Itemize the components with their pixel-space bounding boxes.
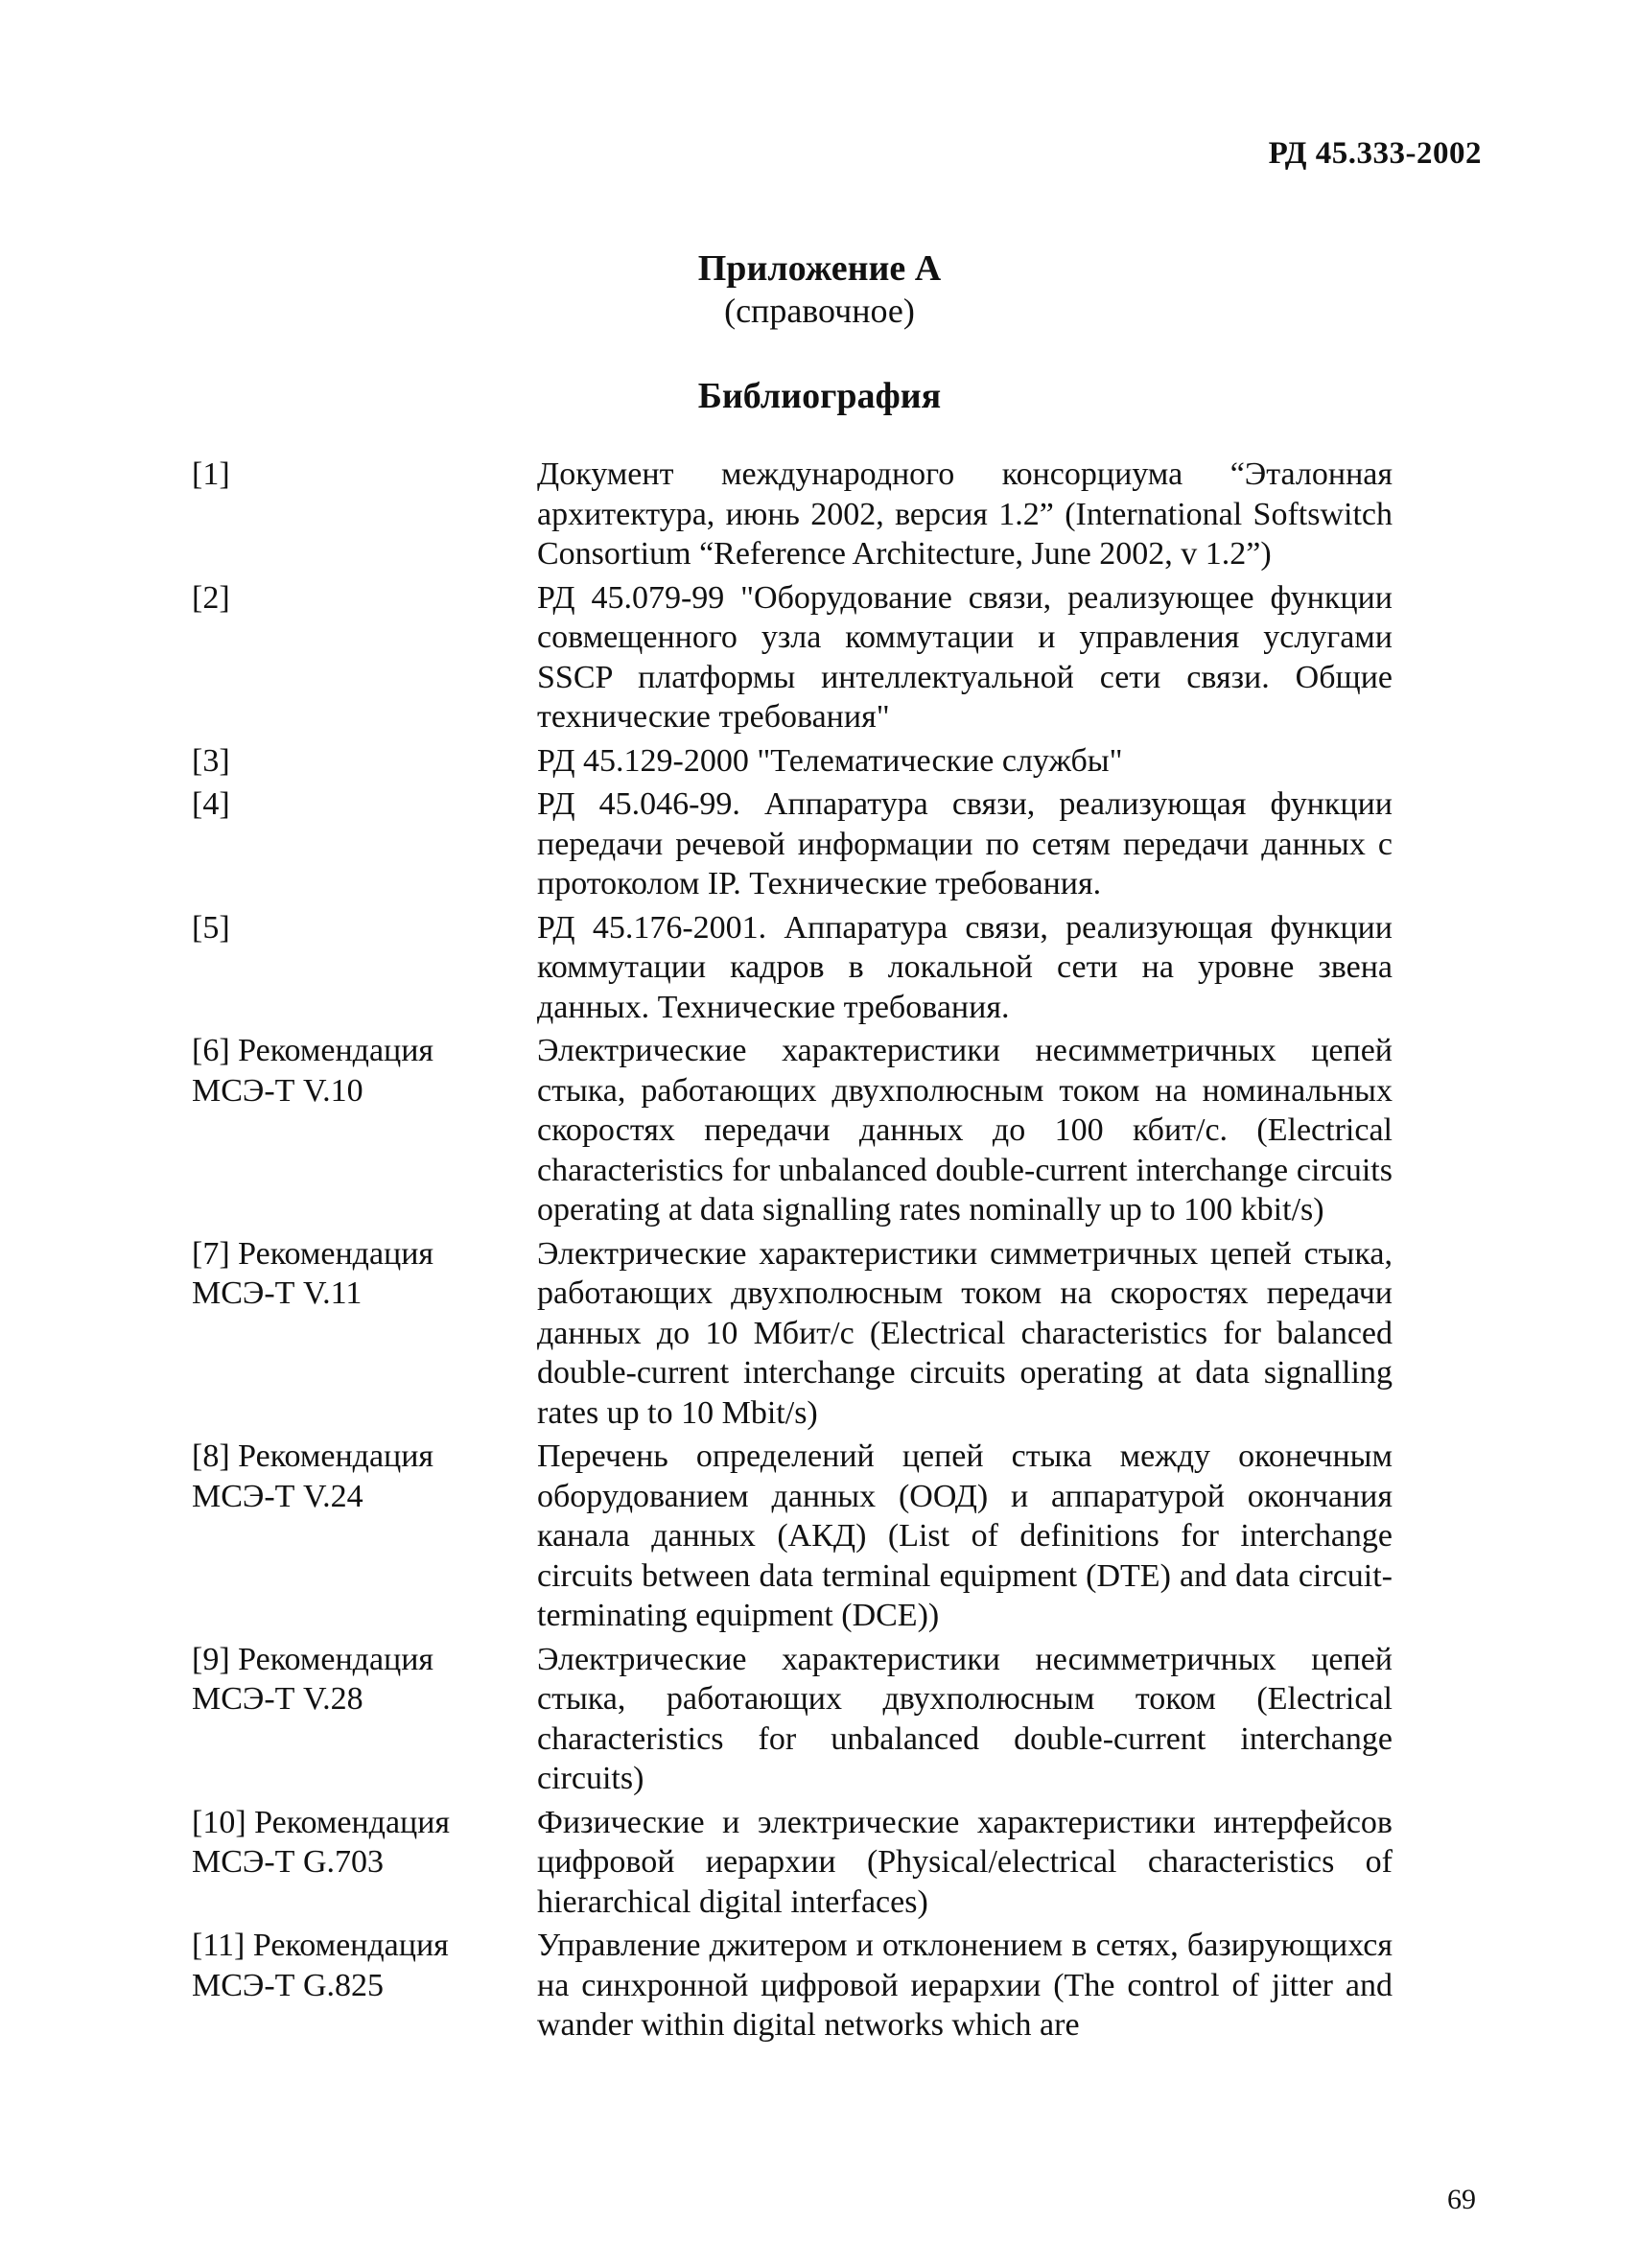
reference-item [192, 455, 1393, 574]
reference-number: [8] Рекомендация [192, 1438, 434, 1474]
reference-item [192, 908, 1393, 1028]
bibliography-title: Библиография [697, 376, 942, 416]
reference-code: МСЭ-Т V.28 [192, 1681, 363, 1717]
reference-text: Документ международного консорциума “Эталонная архитектура, июнь 2002, версия 1.2” (International Softswitch Consortium “Reference Architecture, June 2002, v 1.2”) [537, 456, 1393, 572]
page-number: 69 [1447, 2184, 1476, 2215]
reference-item [192, 784, 1393, 904]
reference-number: [10] Рекомендация [192, 1804, 451, 1840]
reference-code: МСЭ-Т G.703 [192, 1844, 384, 1880]
reference-label [192, 578, 537, 737]
appendix-subtitle: (справочное) [724, 292, 915, 330]
reference-code: МСЭ-Т G.825 [192, 1967, 384, 2003]
reference-label [192, 1234, 537, 1434]
reference-number: [1] [192, 456, 230, 492]
reference-text: РД 45.079-99 "Оборудование связи, реализующее функции совмещенного узла коммутации и управления услугами SSCP платформы интеллектуальной сети связи. Общие технические требования" [537, 579, 1393, 735]
reference-text: РД 45.046-99. Аппаратура связи, реализующая функции передачи речевой информации по сетям передачи данных с протоколом IP. Технические требования. [537, 786, 1393, 901]
reference-number: [11] Рекомендация [192, 1928, 449, 1963]
reference-label [192, 1926, 537, 2046]
reference-item [192, 1640, 1393, 1799]
reference-text: РД 45.176-2001. Аппаратура связи, реализующая функции коммутации кадров в локальной сети на уровне звена данных. Технические требования. [537, 909, 1393, 1025]
reference-label [192, 455, 537, 574]
reference-code: МСЭ-Т V.11 [192, 1275, 363, 1311]
reference-text: Управление джитером и отклонением в сетях, базирующихся на синхронной цифровой иерархии (The control of jitter and wander within digital networks which are [537, 1928, 1393, 2043]
reference-text: Перечень определений цепей стыка между оконечным оборудованием данных (ООД) и аппаратурой окончания канала данных (АКД) (List of definitions for interchange circuits between data terminal equipment (DTE) and data circuit-terminating equipment (DCE)) [537, 1438, 1393, 1633]
reference-item [192, 1437, 1393, 1636]
reference-number: [4] [192, 786, 230, 822]
reference-number: [7] Рекомендация [192, 1235, 434, 1272]
reference-number: [5] [192, 909, 230, 946]
reference-item [192, 1031, 1393, 1230]
reference-number: [3] [192, 742, 230, 779]
reference-code: МСЭ-Т V.10 [192, 1072, 363, 1109]
reference-item [192, 578, 1393, 737]
reference-item [192, 741, 1393, 782]
appendix-title: Приложение А [697, 248, 942, 289]
reference-label [192, 1437, 537, 1636]
bibliography-list [192, 455, 1393, 2049]
reference-label [192, 1640, 537, 1799]
reference-text: Электрические характеристики несимметричных цепей стыка, работающих двухполюсным током на номинальных скоростях передачи данных до 100 кбит/с. (Electrical characteristics for unbalanced double-current interchange circuits operating at data signalling rates nominally up to 100 kbit/s) [537, 1033, 1393, 1228]
reference-label [192, 1803, 537, 1923]
reference-number: [2] [192, 579, 230, 616]
reference-text: РД 45.129-2000 "Телематические службы" [537, 742, 1123, 779]
document-code: РД 45.333-2002 [1268, 136, 1482, 171]
reference-item [192, 1803, 1393, 1923]
reference-number: [6] Рекомендация [192, 1033, 434, 1068]
reference-label [192, 1031, 537, 1230]
reference-text: Электрические характеристики симметричных цепей стыка, работающих двухполюсным током на скоростях передачи данных до 10 Мбит/с (Electrical characteristics for balanced double-current interchange circuits operating at data signalling rates up to 10 Mbit/s) [537, 1235, 1393, 1431]
reference-text: Электрические характеристики несимметричных цепей стыка, работающих двухполюсным током (Electrical characteristics for unbalanced double-current interchange circuits) [537, 1641, 1393, 1796]
reference-item [192, 1926, 1393, 2046]
reference-label [192, 784, 537, 904]
reference-text: Физические и электрические характеристики интерфейсов цифровой иерархии (Physical/electrical characteristics of hierarchical digital interfaces) [537, 1804, 1393, 1920]
reference-label [192, 908, 537, 1028]
reference-label [192, 741, 537, 782]
reference-code: МСЭ-Т V.24 [192, 1478, 363, 1514]
reference-number: [9] Рекомендация [192, 1641, 434, 1677]
reference-item [192, 1234, 1393, 1434]
